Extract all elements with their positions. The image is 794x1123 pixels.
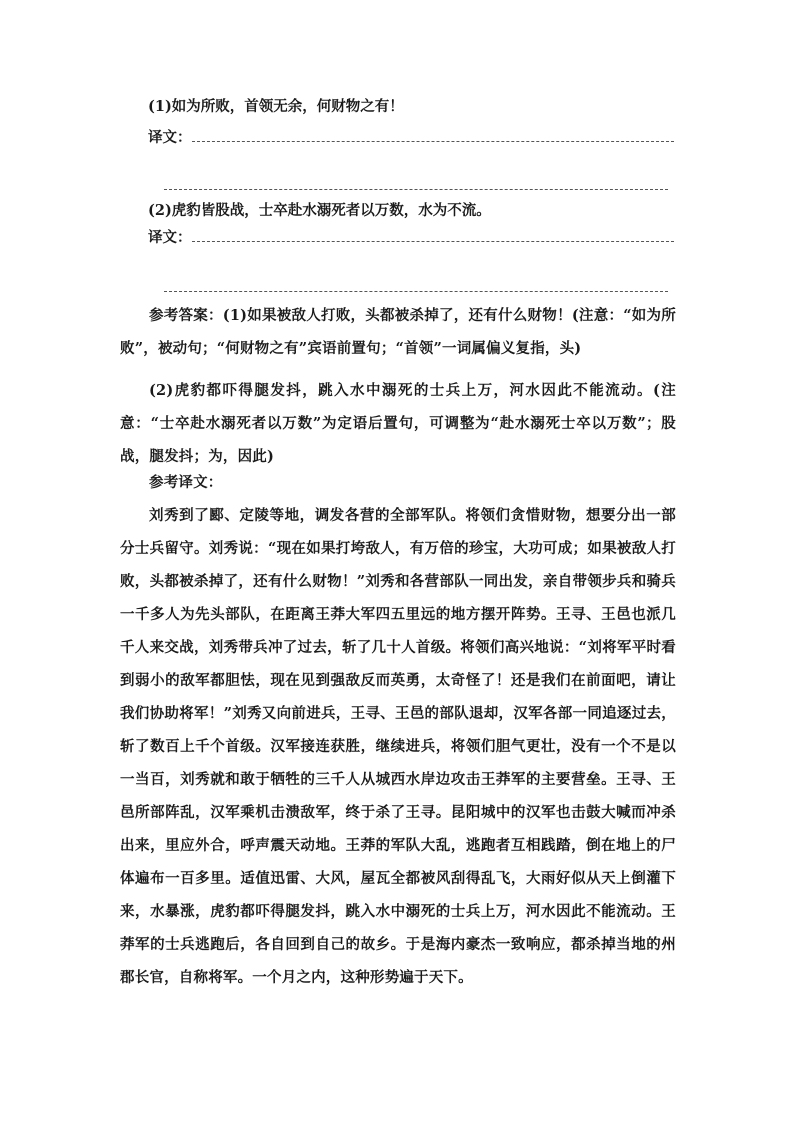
reference-answer-2: (2)虎豹都吓得腿发抖，跳入水中溺死的士兵上万，河水因此不能流动。(注意：“士卒赴水溺死者以万数”为定语后置句，可调整为“赴水溺死士卒以万数”；股战，腿发抖；为，因此) bbox=[120, 382, 676, 465]
question-1-answer-line-1 bbox=[192, 141, 674, 142]
question-1-answer-line-2 bbox=[164, 189, 668, 190]
translation-heading: 参考译文： bbox=[149, 474, 223, 491]
question-2-translation-label: 译文： bbox=[148, 229, 192, 246]
question-1-translation-label: 译文： bbox=[148, 129, 192, 146]
translation-body: 刘秀到了郾、定陵等地，调发各营的全部军队。将领们贪惜财物，想要分出一部分士兵留守。刘秀说：“现在如果打垮敌人，有万倍的珍宝，大功可成；如果被敌人打败，头都被杀掉了，还有什么财物！”刘秀和各营部队一同出发，亲自带领步兵和骑兵一千多人为先头部队，在距离王莽大军四五里远的地方摆开阵势。王寻、王邑也派几千人来交战，刘秀带兵冲了过去，斩了几十人首级。将领们高兴地说：“刘将军平时看到弱小的敌军都胆怯，现在见到强敌反而英勇，太奇怪了！还是我们在前面吧，请让我们协助将军！”刘秀又向前进兵，王寻、王邑的部队退却，汉军各部一同追逐过去，斩了数百上千个首级。汉军接连获胜，继续进兵，将领们胆气更壮，没有一个不是以一当百，刘秀就和敢于牺牲的三千人从城西水岸边攻击王莽军的主要营垒。王寻、王邑所部阵乱，汉军乘机击溃敌军，终于杀了王寻。昆阳城中的汉军也击鼓大喊而冲杀出来，里应外合，呼声震天动地。王莽的军队大乱，逃跑者互相践踏，倒在地上的尸体遍布一百多里。适值迅雷、大风，屋瓦全都被风刮得乱飞，大雨好似从天上倒灌下来，水暴涨，虎豹都吓得腿发抖，跳入水中溺死的士兵上万，河水因此不能流动。王莽军的士兵逃跑后，各自回到自己的故乡。于是海内豪杰一致响应，都杀掉当地的州郡长官，自称将军。一个月之内，这种形势遍于天下。 bbox=[120, 507, 676, 986]
question-2-sentence: (2)虎豹皆股战，士卒赴水溺死者以万数，水为不流。 bbox=[148, 202, 491, 219]
reference-answer-1: 参考答案：(1)如果被敌人打败，头都被杀掉了，还有什么财物！(注意：“如为所败”，被动句；“何财物之有”宾语前置句；“首领”一词属偏义复指，头) bbox=[120, 307, 676, 357]
question-2-answer-line-1 bbox=[192, 241, 674, 242]
question-1-sentence: (1)如为所败，首领无余，何财物之有！ bbox=[148, 98, 404, 115]
question-2-answer-line-2 bbox=[164, 291, 668, 292]
